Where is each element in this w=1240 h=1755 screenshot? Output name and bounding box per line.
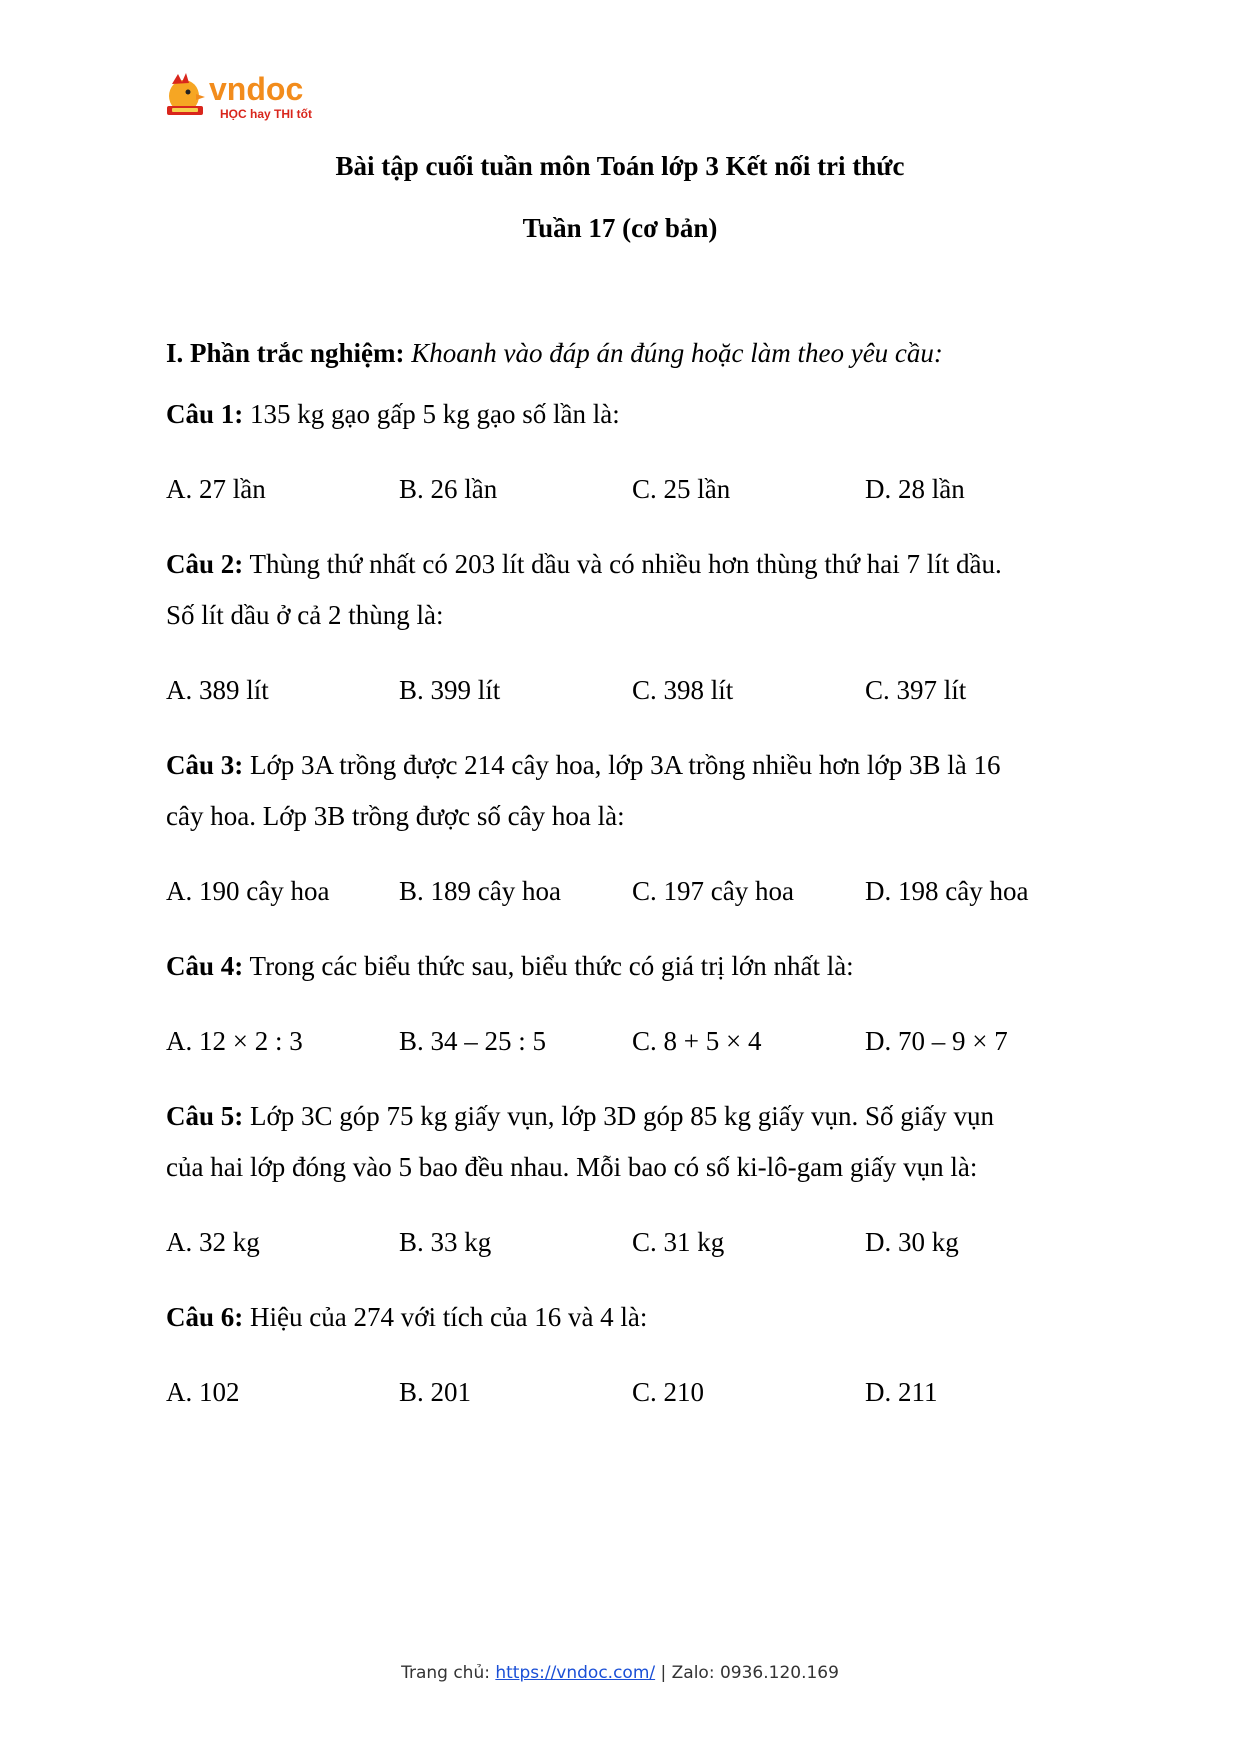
- option-d[interactable]: D. 70 – 9 × 7: [865, 1026, 1008, 1056]
- logo-wordmark: vndoc: [209, 71, 304, 107]
- rooster-mascot-icon: [167, 73, 205, 115]
- question-label: Câu 2:: [166, 549, 244, 579]
- document-subtitle: Tuần 17 (cơ bản): [522, 213, 718, 243]
- homepage-link[interactable]: https://vndoc.com/: [495, 1663, 656, 1683]
- question-6: [166, 1304, 1096, 1331]
- question-text: Lớp 3C góp 75 kg giấy vụn, lớp 3D góp 85 kg giấy vụn. Số giấy vụn: [250, 1101, 995, 1131]
- option-b[interactable]: B. 33 kg: [399, 1227, 492, 1257]
- question-5-continued: của hai lớp đóng vào 5 bao đều nhau. Mỗi bao có số ki-lô-gam giấy vụn là:: [166, 1152, 978, 1182]
- option-a[interactable]: A. 190 cây hoa: [166, 876, 330, 906]
- question-text: Thùng thứ nhất có 203 lít dầu và có nhiều hơn thùng thứ hai 7 lít dầu.: [249, 549, 1002, 579]
- option-a[interactable]: A. 32 kg: [166, 1227, 260, 1257]
- page-footer: [0, 1663, 1240, 1683]
- option-b[interactable]: B. 34 – 25 : 5: [399, 1026, 547, 1056]
- question-4: [166, 953, 1096, 980]
- question-label: Câu 6:: [166, 1302, 244, 1332]
- section-instruction: Khoanh vào đáp án đúng hoặc làm theo yêu cầu:: [411, 338, 943, 368]
- option-b[interactable]: B. 189 cây hoa: [399, 876, 561, 906]
- document-title: Bài tập cuối tuần môn Toán lớp 3 Kết nối tri thức: [335, 151, 905, 181]
- section-heading: I. Phần trắc nghiệm:: [166, 338, 405, 368]
- option-c[interactable]: C. 197 cây hoa: [632, 876, 794, 906]
- question-text: Hiệu của 274 với tích của 16 và 4 là:: [250, 1302, 648, 1332]
- question-1: [166, 401, 1096, 428]
- question-3-continued: cây hoa. Lớp 3B trồng được số cây hoa là:: [166, 801, 625, 831]
- option-c[interactable]: C. 31 kg: [632, 1227, 725, 1257]
- section-heading-line: [166, 340, 1096, 367]
- option-b[interactable]: B. 399 lít: [399, 675, 501, 705]
- footer-contact: | Zalo: 0936.120.169: [655, 1663, 839, 1683]
- logo-tagline: HỌC hay THI tốt: [220, 107, 312, 121]
- question-label: Câu 5:: [166, 1101, 244, 1131]
- question-label: Câu 1:: [166, 399, 244, 429]
- question-2-continued: Số lít dầu ở cả 2 thùng là:: [166, 600, 444, 630]
- question-label: Câu 3:: [166, 750, 244, 780]
- vndoc-logo[interactable]: [164, 70, 334, 122]
- option-d[interactable]: D. 198 cây hoa: [865, 876, 1029, 906]
- option-a[interactable]: A. 27 lần: [166, 474, 266, 504]
- option-a[interactable]: A. 12 × 2 : 3: [166, 1026, 303, 1056]
- question-label: Câu 4:: [166, 951, 244, 981]
- option-c[interactable]: C. 8 + 5 × 4: [632, 1026, 762, 1056]
- option-a[interactable]: A. 102: [166, 1377, 240, 1407]
- question-3: [166, 752, 1096, 779]
- question-text: Lớp 3A trồng được 214 cây hoa, lớp 3A trồng nhiều hơn lớp 3B là 16: [250, 750, 1001, 780]
- option-b[interactable]: B. 201: [399, 1377, 472, 1407]
- option-a[interactable]: A. 389 lít: [166, 675, 269, 705]
- option-b[interactable]: B. 26 lần: [399, 474, 498, 504]
- question-5: [166, 1103, 1096, 1130]
- option-d[interactable]: C. 397 lít: [865, 675, 967, 705]
- question-2: [166, 551, 1096, 578]
- question-text: Trong các biểu thức sau, biểu thức có giá trị lớn nhất là:: [249, 951, 854, 981]
- option-c[interactable]: C. 25 lần: [632, 474, 731, 504]
- footer-prefix: Trang chủ:: [401, 1663, 496, 1683]
- option-d[interactable]: D. 211: [865, 1377, 938, 1407]
- option-c[interactable]: C. 398 lít: [632, 675, 734, 705]
- option-d[interactable]: D. 28 lần: [865, 474, 965, 504]
- option-c[interactable]: C. 210: [632, 1377, 705, 1407]
- option-d[interactable]: D. 30 kg: [865, 1227, 959, 1257]
- question-text: 135 kg gạo gấp 5 kg gạo số lần là:: [250, 399, 620, 429]
